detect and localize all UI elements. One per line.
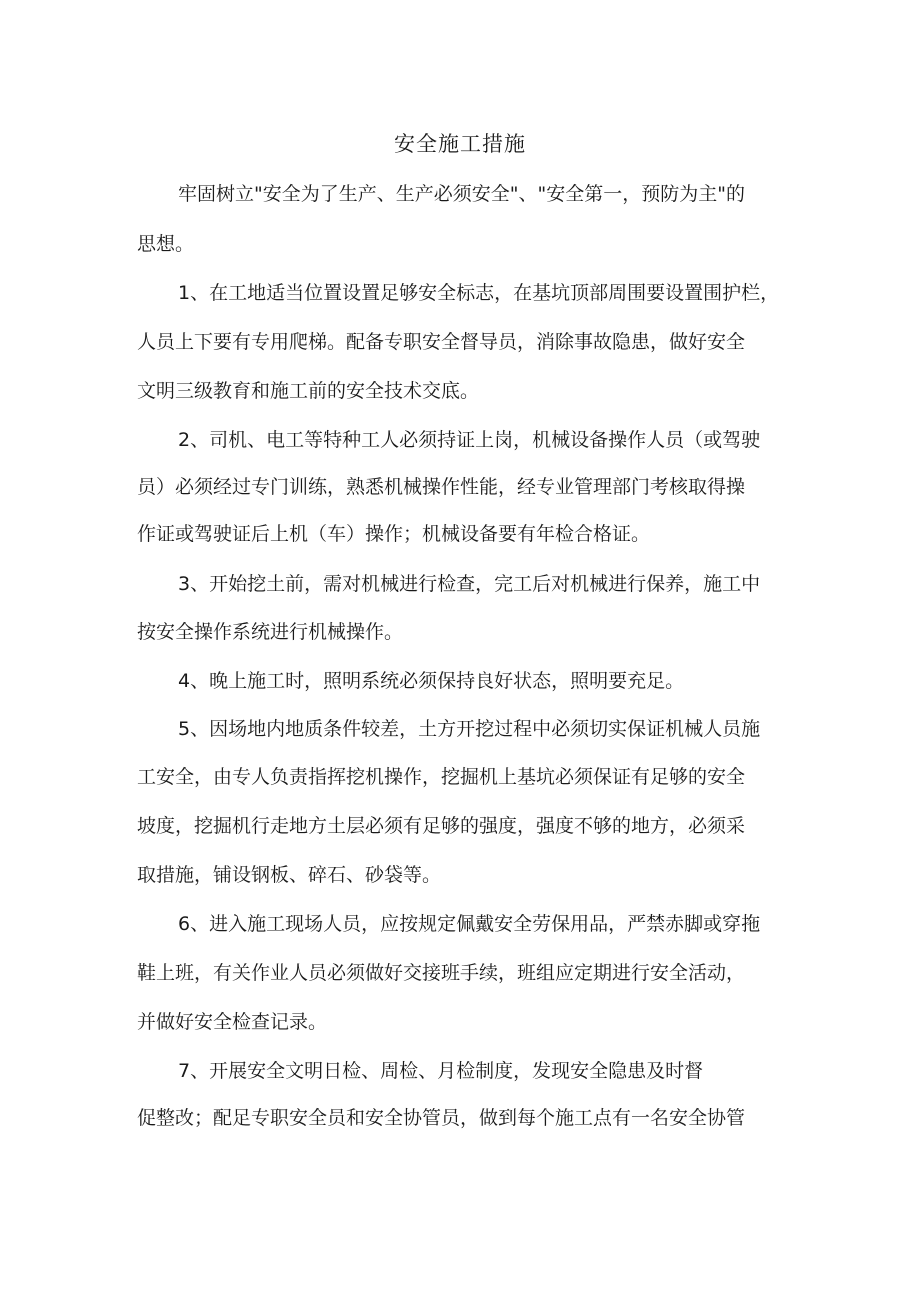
item-4-line-1: 4、晚上施工时，照明系统必须保持良好状态，照明要充足。 — [178, 670, 685, 692]
intro-line-1: 牢固树立"安全为了生产、生产必须安全"、"安全第一，预防为主"的 — [178, 183, 745, 205]
item-5-line-2: 工安全，由专人负责指挥挖机操作，挖掘机上基坑必须保证有足够的安全 — [137, 766, 746, 788]
item-3-line-2: 按安全操作系统进行机械操作。 — [137, 621, 404, 643]
item-7-line-2: 促整改；配足专职安全员和安全协管员，做到每个施工点有一名安全协管 — [137, 1107, 746, 1129]
item-3-line-1: 3、开始挖土前，需对机械进行检查，完工后对机械进行保养，施工中 — [178, 573, 761, 595]
item-6-line-3: 并做好安全检查记录。 — [137, 1011, 328, 1033]
item-1-line-3: 文明三级教育和施工前的安全技术交底。 — [137, 380, 480, 402]
item-7-line-1: 7、开展安全文明日检、周检、月检制度，发现安全隐患及时督 — [178, 1060, 704, 1082]
item-6-line-1: 6、进入施工现场人员，应按规定佩戴安全劳保用品，严禁赤脚或穿拖 — [178, 913, 761, 935]
item-1-line-1: 1、在工地适当位置设置足够安全标志，在基坑顶部周围要设置围护栏， — [178, 282, 780, 304]
intro-line-2: 思想。 — [137, 233, 195, 255]
item-2-line-2: 员）必须经过专门训练，熟悉机械操作性能，经专业管理部门考核取得操 — [137, 476, 746, 498]
item-5-line-4: 取措施，铺设钢板、碎石、砂袋等。 — [137, 864, 442, 886]
item-2-line-3: 作证或驾驶证后上机（车）操作；机械设备要有年检合格证。 — [137, 523, 651, 545]
item-5-line-1: 5、因场地内地质条件较差，土方开挖过程中必须切实保证机械人员施 — [178, 718, 761, 740]
page-title: 安全施工措施 — [394, 132, 526, 156]
item-2-line-1: 2、司机、电工等特种工人必须持证上岗，机械设备操作人员（或驾驶 — [178, 429, 761, 451]
item-1-line-2: 人员上下要有专用爬梯。配备专职安全督导员，消除事故隐患，做好安全 — [137, 331, 746, 353]
item-6-line-2: 鞋上班，有关作业人员必须做好交接班手续，班组应定期进行安全活动， — [137, 962, 746, 984]
item-5-line-3: 坡度，挖掘机行走地方土层必须有足够的强度，强度不够的地方，必须采 — [137, 815, 746, 837]
